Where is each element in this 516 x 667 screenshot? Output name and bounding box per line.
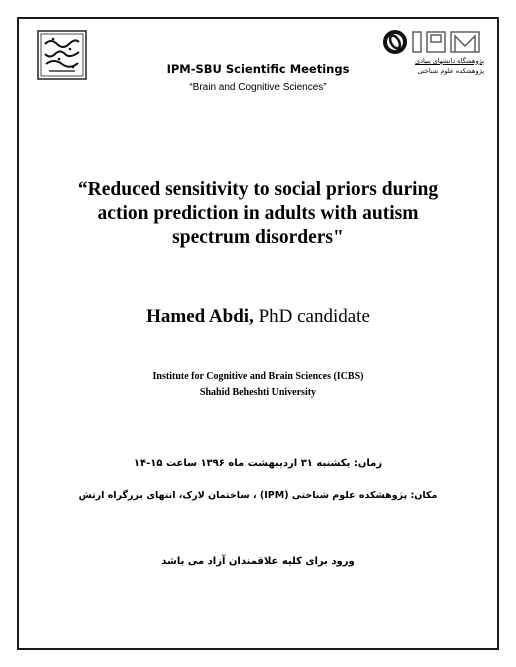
university-name: Shahid Beheshti University: [199, 387, 317, 398]
event-location: مکان: پژوهشکده علوم شناختی (IPM) ، ساختمان لارک، انتهای بزرگراه ارتش: [78, 490, 438, 501]
speaker-name: Hamed Abdi,: [146, 306, 254, 327]
sbu-logo: [37, 30, 87, 80]
talk-title-line-3: spectrum disorders": [172, 227, 344, 248]
ipm-institute-name: پژوهشگاه دانشهای بنیادی: [415, 57, 484, 65]
affiliation: [50, 369, 466, 401]
speaker: [50, 306, 466, 328]
entry-note: ورود برای کلیه علاقمندان آزاد می باشد: [161, 556, 355, 567]
talk-title-line-1: “Reduced sensitivity to social priors during: [77, 179, 439, 200]
series-subtitle: “Brain and Cognitive Sciences”: [189, 82, 327, 93]
institute-name: Institute for Cognitive and Brain Sciences (ICBS): [152, 371, 364, 382]
speaker-role: PhD candidate: [253, 306, 370, 327]
ipm-school-name: پژوهشکده علوم شناختی: [417, 67, 484, 75]
series-title: IPM-SBU Scientific Meetings: [166, 62, 350, 76]
talk-title-line-2: action prediction in adults with autism: [97, 203, 419, 224]
talk-title: [50, 178, 466, 250]
event-time: زمان: یکشنبه ۳۱ اردیبهشت ماه ۱۳۹۶ ساعت ۱۵-۱۴: [133, 458, 383, 469]
ipm-logo: [383, 29, 483, 55]
